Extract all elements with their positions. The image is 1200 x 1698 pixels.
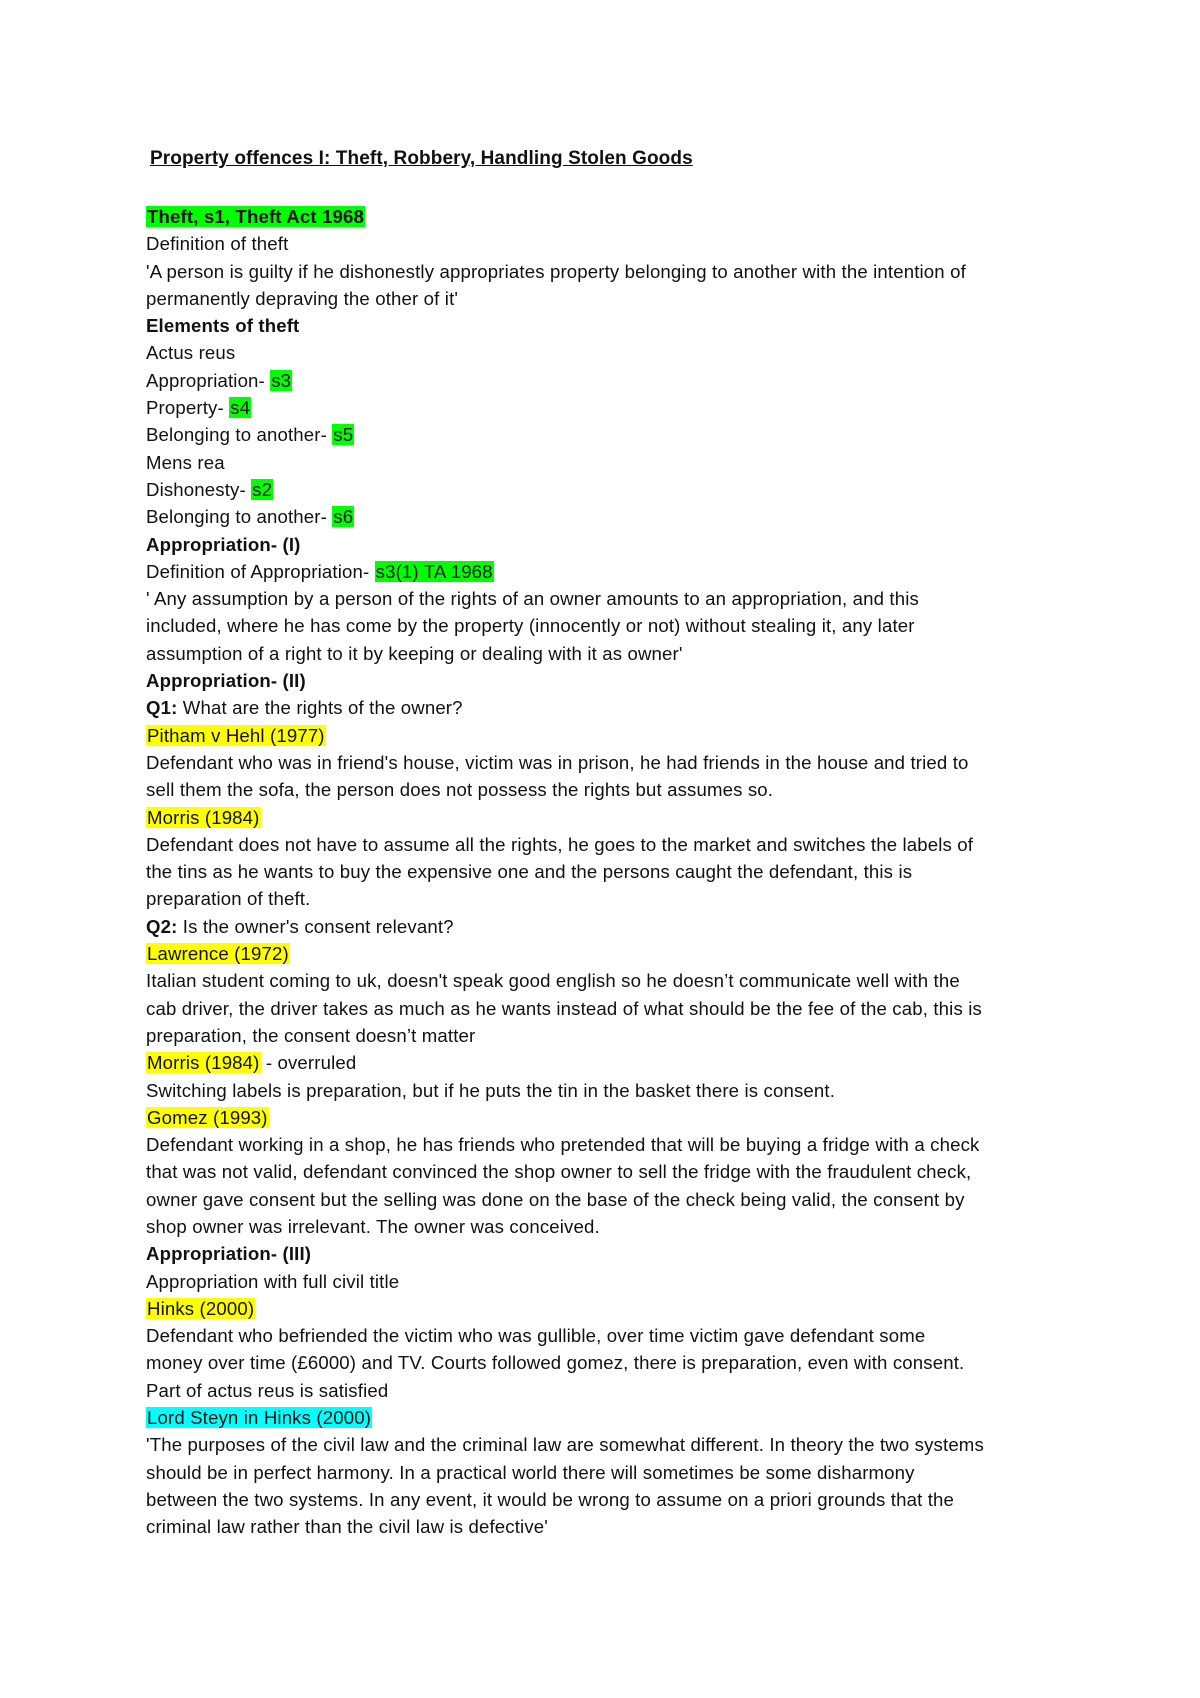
text-segment: Part of actus reus is satisfied	[146, 1379, 389, 1401]
text-line	[146, 1186, 1076, 1213]
text-line	[146, 312, 1076, 339]
text-segment: Appropriation-	[146, 369, 271, 391]
text-line	[146, 640, 1076, 667]
text-line	[146, 339, 1076, 366]
case-name: Gomez (1993)	[147, 1106, 268, 1128]
text-segment: - overruled	[260, 1052, 357, 1074]
text-line	[146, 694, 1076, 721]
text-segment: that was not valid, defendant convinced the shop owner to sell the fridge with the fraudulent check,	[146, 1161, 972, 1183]
text-line	[146, 722, 1076, 749]
statute-reference: s5	[333, 424, 354, 446]
text-line	[146, 531, 1076, 558]
case-name: Hinks (2000)	[147, 1297, 255, 1319]
text-segment: Actus reus	[146, 342, 236, 364]
text-segment: What are the rights of the owner?	[177, 697, 463, 719]
text-line	[146, 831, 1076, 858]
section-heading: Elements of theft	[146, 315, 300, 337]
text-segment: permanently depraving the other of it'	[146, 287, 459, 309]
document-title: Property offences I: Theft, Robbery, Handling Stolen Goods	[150, 148, 693, 169]
text-line	[146, 1268, 1076, 1295]
text-segment: Is the owner's consent relevant?	[177, 915, 454, 937]
statute-reference: s6	[333, 506, 354, 528]
text-line	[146, 367, 1076, 394]
section-heading: Appropriation- (III)	[146, 1243, 312, 1265]
text-segment: shop owner was irrelevant. The owner was conceived.	[146, 1215, 600, 1237]
text-line	[146, 913, 1076, 940]
section-heading: Q1:	[146, 697, 178, 719]
text-line	[146, 421, 1076, 448]
text-line	[146, 940, 1076, 967]
text-line	[146, 203, 1076, 230]
text-line	[146, 1022, 1076, 1049]
text-segment: criminal law rather than the civil law is defective'	[146, 1516, 548, 1538]
text-segment: sell them the sofa, the person does not possess the rights but assumes so.	[146, 779, 774, 801]
text-line	[146, 995, 1076, 1022]
text-segment: owner gave consent but the selling was done on the base of the check being valid, the consent by	[146, 1188, 965, 1210]
text-segment: Italian student coming to uk, doesn't speak good english so he doesn’t communicate well with the	[146, 970, 960, 992]
text-line	[146, 585, 1076, 612]
case-name: Morris (1984)	[147, 806, 260, 828]
text-segment: should be in perfect harmony. In a practical world there will sometimes be some disharmony	[146, 1461, 915, 1483]
text-line	[146, 449, 1076, 476]
text-line	[146, 1377, 1076, 1404]
text-segment: the tins as he wants to buy the expensive one and the persons caught the defendant, this is	[146, 861, 913, 883]
statute-reference: Theft, s1, Theft Act 1968	[147, 206, 364, 227]
judge-quote-heading: Lord Steyn in Hinks (2000)	[147, 1407, 372, 1429]
section-heading: Q2:	[146, 915, 178, 937]
text-line	[146, 1459, 1076, 1486]
text-line	[146, 1404, 1076, 1431]
text-segment: Switching labels is preparation, but if he puts the tin in the basket there is consent.	[146, 1079, 836, 1101]
text-line	[146, 1240, 1076, 1267]
text-segment: assumption of a right to it by keeping or dealing with it as owner'	[146, 642, 683, 664]
text-segment: Definition of Appropriation-	[146, 560, 375, 582]
text-line	[146, 1158, 1076, 1185]
text-segment: preparation of theft.	[146, 888, 311, 910]
text-line	[146, 1431, 1076, 1458]
text-line	[146, 967, 1076, 994]
statute-reference: s4	[230, 397, 251, 419]
text-line	[146, 558, 1076, 585]
text-segment: between the two systems. In any event, it would be wrong to assume on a priori grounds that the	[146, 1488, 955, 1510]
text-segment: cab driver, the driver takes as much as he wants instead of what should be the fee of the cab, this is	[146, 997, 982, 1019]
text-line	[146, 1322, 1076, 1349]
text-line	[146, 885, 1076, 912]
text-line	[146, 394, 1076, 421]
text-segment: Belonging to another-	[146, 506, 333, 528]
text-line	[146, 1349, 1076, 1376]
text-segment: Belonging to another-	[146, 424, 333, 446]
case-name: Lawrence (1972)	[147, 943, 289, 965]
text-segment: money over time (£6000) and TV. Courts followed gomez, there is preparation, even with consent.	[146, 1352, 965, 1374]
text-line	[146, 667, 1076, 694]
text-line	[146, 1049, 1076, 1076]
text-line	[146, 258, 1076, 285]
text-segment: Mens rea	[146, 451, 225, 473]
text-line	[146, 1213, 1076, 1240]
text-line	[146, 1104, 1076, 1131]
text-line	[146, 749, 1076, 776]
text-segment: Definition of theft	[146, 233, 289, 255]
text-line	[146, 612, 1076, 639]
text-segment: Defendant who befriended the victim who was gullible, over time victim gave defendant some	[146, 1325, 926, 1347]
statute-reference: s3	[271, 369, 292, 391]
text-line	[146, 285, 1076, 312]
text-line	[146, 230, 1076, 257]
text-line	[146, 804, 1076, 831]
statute-reference: s2	[252, 478, 273, 500]
text-line	[146, 1077, 1076, 1104]
text-line	[146, 1131, 1076, 1158]
text-line	[146, 1513, 1076, 1540]
text-segment: 'The purposes of the civil law and the criminal law are somewhat different. In theory the two systems	[146, 1434, 984, 1456]
text-line	[146, 503, 1076, 530]
text-segment: ' Any assumption by a person of the rights of an owner amounts to an appropriation, and this	[146, 588, 919, 610]
case-name: Pitham v Hehl (1977)	[147, 724, 325, 746]
text-segment: 'A person is guilty if he dishonestly appropriates property belonging to another with the intention of	[146, 260, 966, 282]
text-segment: preparation, the consent doesn’t matter	[146, 1024, 476, 1046]
text-segment: Defendant does not have to assume all the rights, he goes to the market and switches the labels of	[146, 833, 974, 855]
case-name: Morris (1984)	[147, 1052, 260, 1074]
section-heading: Appropriation- (I)	[146, 533, 301, 555]
text-line	[146, 1486, 1076, 1513]
section-heading: Appropriation- (II)	[146, 670, 306, 692]
text-segment: included, where he has come by the property (innocently or not) without stealing it, any later	[146, 615, 915, 637]
text-line	[146, 858, 1076, 885]
text-segment: Appropriation with full civil title	[146, 1270, 400, 1292]
text-line	[146, 1295, 1076, 1322]
text-segment: Dishonesty-	[146, 478, 252, 500]
document-body	[146, 203, 1076, 1541]
text-segment: Defendant who was in friend's house, victim was in prison, he had friends in the house and tried to	[146, 751, 969, 773]
text-segment: Property-	[146, 397, 230, 419]
text-line	[146, 776, 1076, 803]
statute-reference: s3(1) TA 1968	[375, 560, 493, 582]
text-segment: Defendant working in a shop, he has friends who pretended that will be buying a fridge with a check	[146, 1134, 980, 1156]
text-line	[146, 476, 1076, 503]
